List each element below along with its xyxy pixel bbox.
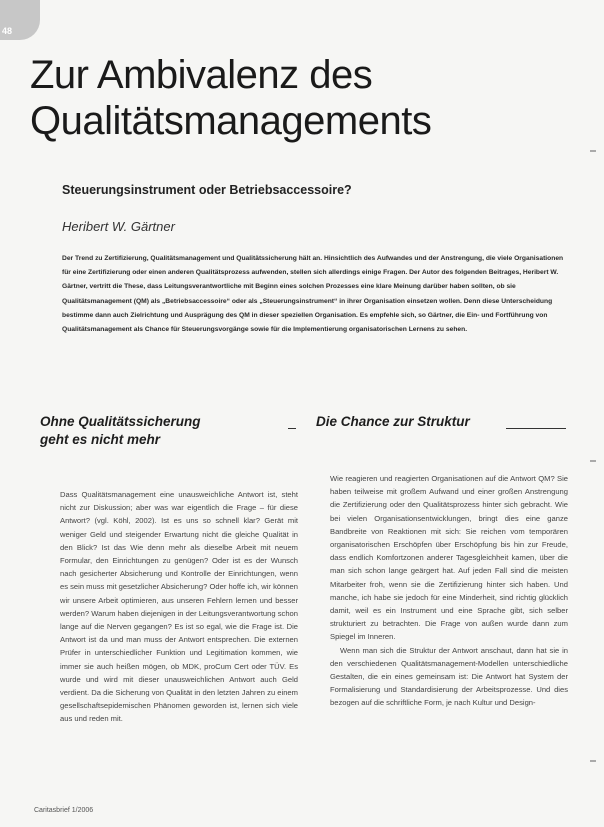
- right-column-text: [330, 472, 568, 710]
- article-abstract: Der Trend zu Zertifizierung, Qualitätsmanagement und Qualitätssicherung hält an. Hinsichtlich des Aufwandes und der Anstrengung, die viele Organisationen für eine Zertifizierung oder einen anderen Qualitätsprozess aufwenden, stellen sich allerdings einige Fragen. Der Autor des folgenden Beitrages, Heribert W. Gärtner, vertritt die These, dass Leitungsverantwortliche mit Beginn eines solchen Prozesses eine klare Meinung darüber haben sollten, ob sie Qualitätsmanagement (QM) als „Betriebsaccessoire“ oder als „Steuerungsinstrument“ in ihrer Organisation einsetzen wollen. Denn diese Unterscheidung bestimme dann auch Zielrichtung und Ausprägung des QM in dieser speziellen Organisation. Es empfehle sich, so Gärtner, die Ein- und Fortführung von Qualitätsmanagement als Chance für Steuerungsvorgänge sowie für die Implementierung organisatorischen Lernens zu sehen.: [62, 255, 564, 334]
- page-edge-mark: [590, 460, 596, 462]
- page-number: 48: [2, 26, 13, 36]
- section-heading-right-rule: [506, 428, 566, 429]
- page-edge-mark: [590, 150, 596, 152]
- section-heading-left-rule: [288, 428, 296, 429]
- page-footer: Caritasbrief 1/2006: [34, 807, 94, 814]
- left-column-text: [60, 488, 298, 726]
- title-line-1: Zur Ambivalenz des: [30, 53, 373, 97]
- title-line-2: Qualitätsmanagements: [30, 99, 432, 143]
- section-heading-right: Die Chance zur Struktur: [316, 414, 470, 429]
- section-heading-left-line-2: geht es nicht mehr: [40, 432, 161, 447]
- article-subtitle: Steuerungsinstrument oder Betriebsaccessoire?: [62, 183, 352, 197]
- article-author: Heribert W. Gärtner: [62, 219, 175, 234]
- page-corner-tab: [0, 0, 40, 40]
- page-edge-mark: [590, 760, 596, 762]
- article-title: [30, 52, 431, 144]
- section-heading-left: [40, 413, 270, 449]
- right-column-paragraph-1: Wie reagieren und reagierten Organisationen auf die Antwort QM? Sie haben teilweise mit großem Aufwand und einer großen Anstrengung die Zertifizierung oder den Qualitätsprozess hinter sich gebracht. Wie bei vielen Organisationsentwicklungen, bringt dies eine ganze Bandbreite von Reaktionen mit sich: Sie reichen vom temporären organisatorischen Erschöpfen über Erschöpfung bis hin zur Freude, dass endlich Komfortzonen anderer Tagesgleichheit kamen, über die man sich schon lange geärgert hat. Auf jeden Fall sind die meisten Mitarbeiter froh, wenn sie die Zertifizierung hinter sich haben. Und manche, ich habe sie jedoch für eine Minderheit, sind richtig glücklich damit, weil es ein Instrument und eine Sprache gibt, sich selber strukturiert zu betrachten. Die Frage von außen wurde dann zum Spiegel im Inneren.: [330, 474, 568, 642]
- right-column-paragraph-2: Wenn man sich die Struktur der Antwort anschaut, dann hat sie in den verschiedenen Qualitätsmanagement-Modellen unterschiedliche Gestalten, die ein eines gemeinsam ist: Die Antwort hat System der Formalisierung und Standardisierung der Arbeitsprozesse. Und dies bezogen auf die schriftliche Form, je nach Kultur und Design-: [330, 645, 568, 708]
- left-column-paragraph: Dass Qualitätsmanagement eine unausweichliche Antwort ist, steht nicht zur Diskussion; aber was war eigentlich die Frage – für diese Antwort? (vgl. Köhl, 2002). Ist es uns so schnell klar? Gerät mit weniger Geld und steigender Erwartung nicht die gleiche Qualität in den Blick? Ist das Wie denn mehr als dieselbe Arbeit mit neuem Formular, den Einrichtungen zu genügen? Oder ist es der Wunsch nach gesicherter Absicherung und Kontrolle der Einrichtungen, wenn es sein muss mit gesetzlicher Absicherung? Oder hoffe ich, wir können wir unsere Arbeit optimieren, aus unseren Fehlern lernen und besser werden? Warum haben diejenigen in der Leitungsverantwortung schon lange auf die Nerven gegangen? Es ist so egal, wie die Frage ist. Die Antwort ist da und man muss der Antwort entsprechen. Die externen Prüfer in unterschiedlicher Funktion und Legitimation kommen, wie immer sie auch heißen mögen, ob MDK, proCum Cert oder TÜV. Es wurde und wird mit dieser unausweichlichen Antwort auch Geld verdient. Da die Sicherung von Qualität in den letzten Jahren zu einem gesellschaftsepidemischen Phänomen geworden ist, lernen sich viele aus und reden mit.: [60, 490, 298, 724]
- section-heading-left-line-1: Ohne Qualitätssicherung: [40, 414, 201, 429]
